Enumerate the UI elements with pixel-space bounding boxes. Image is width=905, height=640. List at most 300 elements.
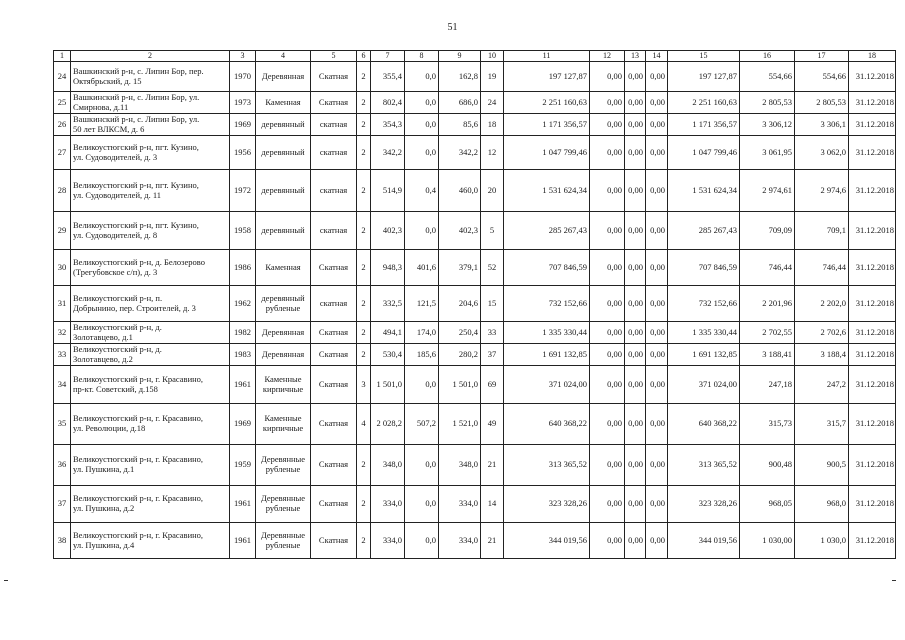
table-cell: 334,0: [371, 523, 405, 559]
table-cell: Скатная: [311, 250, 357, 286]
table-cell: Вашкинский р-н, с. Липин Бор, ул. Смирнова, д.11: [71, 92, 230, 114]
table-cell: 25: [54, 92, 71, 114]
table-cell: 0,0: [405, 136, 439, 170]
table-cell: 2 702,55: [740, 322, 795, 344]
margin-mark-right: [892, 580, 896, 581]
table-cell: 402,3: [371, 212, 405, 250]
table-cell: 348,0: [439, 445, 481, 486]
table-cell: 1969: [230, 114, 256, 136]
table-cell: Великоустюгский р-н, г. Красавино, ул. Пушкина, д.2: [71, 486, 230, 523]
table-cell: 2: [357, 286, 371, 322]
table-cell: деревянный: [256, 170, 311, 212]
table-cell: 247,18: [740, 366, 795, 404]
table-cell: Каменная: [256, 92, 311, 114]
table-cell: 0,00: [590, 92, 625, 114]
table-cell: скатная: [311, 286, 357, 322]
table-row: [54, 366, 896, 404]
table-cell: 31.12.2018: [849, 322, 896, 344]
table-cell: 371 024,00: [668, 366, 740, 404]
table-cell: 379,1: [439, 250, 481, 286]
table-cell: 0,00: [590, 250, 625, 286]
table-row: [54, 212, 896, 250]
table-cell: Великоустюгский р-н, г. Красавино, пр-кт. Советский, д.158: [71, 366, 230, 404]
table-cell: 900,48: [740, 445, 795, 486]
table-cell: 494,1: [371, 322, 405, 344]
table-cell: 0,00: [646, 170, 668, 212]
table-cell: 1958: [230, 212, 256, 250]
table-cell: 3 062,0: [795, 136, 849, 170]
table-cell: 0,00: [646, 136, 668, 170]
table-cell: 31.12.2018: [849, 366, 896, 404]
table-cell: 32: [54, 322, 71, 344]
table-cell: 31.12.2018: [849, 170, 896, 212]
table-cell: 1 047 799,46: [668, 136, 740, 170]
table-cell: 19: [481, 62, 504, 92]
table-cell: 250,4: [439, 322, 481, 344]
table-cell: деревянный: [256, 212, 311, 250]
table-cell: 37: [481, 344, 504, 366]
column-header: 8: [405, 51, 439, 62]
table-cell: Великоустюгский р-н, пгт. Кузино, ул. Судоводителей, д. 3: [71, 136, 230, 170]
table-cell: 2 251 160,63: [504, 92, 590, 114]
table-cell: 197 127,87: [668, 62, 740, 92]
table-cell: Деревянная: [256, 62, 311, 92]
table-cell: 69: [481, 366, 504, 404]
table-row: [54, 404, 896, 445]
table-cell: 0,0: [405, 92, 439, 114]
table-cell: 1956: [230, 136, 256, 170]
table-row: [54, 170, 896, 212]
table-cell: Каменные кирпичные: [256, 366, 311, 404]
table-cell: 0,00: [625, 344, 646, 366]
table-cell: 33: [481, 322, 504, 344]
table-cell: Великоустюгский р-н, пгт. Кузино, ул. Судоводителей, д. 11: [71, 170, 230, 212]
column-header: 15: [668, 51, 740, 62]
table-cell: 323 328,26: [504, 486, 590, 523]
column-header: 16: [740, 51, 795, 62]
table-cell: скатная: [311, 212, 357, 250]
column-header: 4: [256, 51, 311, 62]
table-cell: 0,00: [646, 212, 668, 250]
table-cell: 1962: [230, 286, 256, 322]
column-header: 6: [357, 51, 371, 62]
table-cell: 1 335 330,44: [668, 322, 740, 344]
table-cell: 35: [54, 404, 71, 445]
table-cell: 2 974,6: [795, 170, 849, 212]
table-cell: 12: [481, 136, 504, 170]
table-cell: 1 501,0: [371, 366, 405, 404]
table-cell: 0,00: [590, 486, 625, 523]
column-header: 9: [439, 51, 481, 62]
table-cell: 2: [357, 92, 371, 114]
table-cell: 746,44: [795, 250, 849, 286]
table-cell: Вашкинский р-н, с. Липин Бор, ул. 50 лет ВЛКСМ, д. 6: [71, 114, 230, 136]
table-body: [54, 62, 896, 559]
table-cell: 3: [357, 366, 371, 404]
table-cell: 746,44: [740, 250, 795, 286]
table-cell: 197 127,87: [504, 62, 590, 92]
table-cell: 31.12.2018: [849, 523, 896, 559]
table-cell: 1983: [230, 344, 256, 366]
table-cell: 0,00: [646, 366, 668, 404]
table-cell: 1 030,0: [795, 523, 849, 559]
table-cell: 2 202,0: [795, 286, 849, 322]
table-cell: 0,00: [646, 114, 668, 136]
table-cell: 0,00: [646, 344, 668, 366]
column-header: 12: [590, 51, 625, 62]
housing-register-table: [53, 50, 896, 559]
table-cell: 732 152,66: [504, 286, 590, 322]
table-cell: Деревянные рубленые: [256, 523, 311, 559]
table-row: [54, 322, 896, 344]
table-cell: 514,9: [371, 170, 405, 212]
table-cell: 1 691 132,85: [668, 344, 740, 366]
table-cell: 802,4: [371, 92, 405, 114]
table-cell: Каменные кирпичные: [256, 404, 311, 445]
table-row: [54, 62, 896, 92]
table-cell: 507,2: [405, 404, 439, 445]
table-cell: 707 846,59: [668, 250, 740, 286]
table-row: [54, 445, 896, 486]
table-cell: 30: [54, 250, 71, 286]
table-cell: 1961: [230, 486, 256, 523]
table-cell: 0,00: [625, 286, 646, 322]
table-cell: 686,0: [439, 92, 481, 114]
table-cell: 1 531 624,34: [504, 170, 590, 212]
table-cell: 0,0: [405, 486, 439, 523]
table-cell: 247,2: [795, 366, 849, 404]
table-cell: 52: [481, 250, 504, 286]
table-cell: 2: [357, 136, 371, 170]
table-cell: 0,00: [625, 92, 646, 114]
table-cell: 27: [54, 136, 71, 170]
table-cell: 31.12.2018: [849, 92, 896, 114]
table-cell: 2: [357, 486, 371, 523]
table-cell: 1 691 132,85: [504, 344, 590, 366]
table-cell: 0,0: [405, 62, 439, 92]
column-header: 5: [311, 51, 357, 62]
table-cell: 0,00: [590, 212, 625, 250]
table-cell: 732 152,66: [668, 286, 740, 322]
table-cell: Великоустюгский р-н, г. Красавино, ул. Пушкина, д.1: [71, 445, 230, 486]
column-header: 14: [646, 51, 668, 62]
table-cell: 342,2: [371, 136, 405, 170]
table-cell: 948,3: [371, 250, 405, 286]
table-cell: Каменная: [256, 250, 311, 286]
table-cell: Великоустюгский р-н, пгт. Кузино, ул. Судоводителей, д. 8: [71, 212, 230, 250]
table-cell: Скатная: [311, 366, 357, 404]
table-cell: 2: [357, 250, 371, 286]
table-cell: 3 188,41: [740, 344, 795, 366]
table-cell: 709,1: [795, 212, 849, 250]
table-cell: 2 201,96: [740, 286, 795, 322]
table-cell: Великоустюгский р-н, г. Красавино, ул. Революции, д.18: [71, 404, 230, 445]
table-cell: 0,00: [646, 92, 668, 114]
table-cell: Скатная: [311, 404, 357, 445]
table-cell: 530,4: [371, 344, 405, 366]
table-cell: 0,00: [625, 170, 646, 212]
table-cell: 24: [481, 92, 504, 114]
table-cell: 0,00: [646, 286, 668, 322]
table-cell: 315,7: [795, 404, 849, 445]
table-cell: 1 501,0: [439, 366, 481, 404]
table-row: [54, 136, 896, 170]
column-header: 3: [230, 51, 256, 62]
table-cell: 204,6: [439, 286, 481, 322]
table-cell: 1969: [230, 404, 256, 445]
column-header: 10: [481, 51, 504, 62]
table-cell: 3 061,95: [740, 136, 795, 170]
table-cell: 162,8: [439, 62, 481, 92]
table-cell: 0,00: [646, 523, 668, 559]
table-cell: 2: [357, 212, 371, 250]
table-cell: 1 521,0: [439, 404, 481, 445]
table-cell: 0,00: [625, 114, 646, 136]
table-cell: 1973: [230, 92, 256, 114]
table-cell: 31.12.2018: [849, 62, 896, 92]
table-cell: 0,00: [625, 136, 646, 170]
table-cell: 640 368,22: [668, 404, 740, 445]
table-cell: 14: [481, 486, 504, 523]
table-cell: 2: [357, 344, 371, 366]
column-number-row: [54, 51, 896, 62]
column-header: 17: [795, 51, 849, 62]
table-cell: 2: [357, 170, 371, 212]
table-cell: Великоустюгский р-н, д. Белозерово (Трегубовское с/п), д. 3: [71, 250, 230, 286]
table-cell: 0,00: [646, 62, 668, 92]
table-cell: 3 188,4: [795, 344, 849, 366]
table-row: [54, 92, 896, 114]
table-cell: 2 702,6: [795, 322, 849, 344]
table-cell: 0,00: [625, 486, 646, 523]
table-cell: 355,4: [371, 62, 405, 92]
column-header: 2: [71, 51, 230, 62]
table-cell: 313 365,52: [504, 445, 590, 486]
table-cell: 1970: [230, 62, 256, 92]
table-cell: 0,4: [405, 170, 439, 212]
table-row: [54, 344, 896, 366]
table-cell: 460,0: [439, 170, 481, 212]
table-cell: 31.12.2018: [849, 286, 896, 322]
table-cell: 344 019,56: [504, 523, 590, 559]
table-cell: 0,00: [646, 250, 668, 286]
table-cell: 1 047 799,46: [504, 136, 590, 170]
table-cell: 36: [54, 445, 71, 486]
table-cell: 38: [54, 523, 71, 559]
table-cell: Деревянные рубленые: [256, 486, 311, 523]
table-cell: Великоустюгский р-н, п. Добрынино, пер. Строителей, д. 3: [71, 286, 230, 322]
table-cell: Скатная: [311, 62, 357, 92]
table-cell: 313 365,52: [668, 445, 740, 486]
table-cell: 0,00: [590, 286, 625, 322]
table-row: [54, 286, 896, 322]
table-cell: 1959: [230, 445, 256, 486]
table-cell: 0,00: [590, 404, 625, 445]
table-cell: Скатная: [311, 523, 357, 559]
table-cell: 332,5: [371, 286, 405, 322]
table-cell: 285 267,43: [504, 212, 590, 250]
table-cell: 402,3: [439, 212, 481, 250]
table-cell: 21: [481, 445, 504, 486]
table-cell: 31.12.2018: [849, 136, 896, 170]
table-row: [54, 250, 896, 286]
table-cell: 31.12.2018: [849, 212, 896, 250]
table-cell: 1 335 330,44: [504, 322, 590, 344]
table-cell: 334,0: [439, 523, 481, 559]
column-header: 7: [371, 51, 405, 62]
table-cell: 0,00: [625, 212, 646, 250]
table-cell: 24: [54, 62, 71, 92]
table-cell: скатная: [311, 170, 357, 212]
column-header: 1: [54, 51, 71, 62]
table-cell: 2 805,53: [740, 92, 795, 114]
table-cell: 0,0: [405, 445, 439, 486]
table-cell: 1972: [230, 170, 256, 212]
table-cell: 1 171 356,57: [504, 114, 590, 136]
table-cell: 33: [54, 344, 71, 366]
table-cell: 2: [357, 523, 371, 559]
table-cell: 18: [481, 114, 504, 136]
table-cell: 0,00: [590, 523, 625, 559]
table-cell: 640 368,22: [504, 404, 590, 445]
table-cell: 1 531 624,34: [668, 170, 740, 212]
table-cell: 554,66: [795, 62, 849, 92]
table-cell: 1 171 356,57: [668, 114, 740, 136]
table-cell: 0,00: [590, 322, 625, 344]
table-cell: 185,6: [405, 344, 439, 366]
table-cell: Деревянные рубленые: [256, 445, 311, 486]
table-cell: 0,00: [590, 170, 625, 212]
table-cell: 49: [481, 404, 504, 445]
table-cell: 0,00: [590, 445, 625, 486]
table-cell: Вашкинский р-н, с. Липин Бор, пер. Октябрьский, д. 15: [71, 62, 230, 92]
table-cell: Деревянная: [256, 344, 311, 366]
table-cell: 28: [54, 170, 71, 212]
table-cell: Великоустюгский р-н, д. Золотавцево, д.1: [71, 322, 230, 344]
table-cell: 0,0: [405, 114, 439, 136]
table-cell: 285 267,43: [668, 212, 740, 250]
table-cell: 968,0: [795, 486, 849, 523]
table-cell: 31.12.2018: [849, 445, 896, 486]
table-cell: 2 251 160,63: [668, 92, 740, 114]
table-cell: 0,00: [590, 136, 625, 170]
table-cell: 31.12.2018: [849, 486, 896, 523]
table-cell: 0,00: [590, 62, 625, 92]
table-cell: 15: [481, 286, 504, 322]
table-cell: 4: [357, 404, 371, 445]
table-cell: 280,2: [439, 344, 481, 366]
table-cell: 31.12.2018: [849, 114, 896, 136]
table-cell: 315,73: [740, 404, 795, 445]
table-cell: 0,00: [646, 404, 668, 445]
table-cell: скатная: [311, 114, 357, 136]
table-cell: 0,00: [625, 445, 646, 486]
table-cell: 344 019,56: [668, 523, 740, 559]
table-cell: 371 024,00: [504, 366, 590, 404]
table-cell: 85,6: [439, 114, 481, 136]
table-cell: Скатная: [311, 344, 357, 366]
table-cell: 26: [54, 114, 71, 136]
table-cell: 0,00: [625, 404, 646, 445]
table-cell: 1 030,00: [740, 523, 795, 559]
table-cell: Великоустюгский р-н, г. Красавино, ул. Пушкина, д.4: [71, 523, 230, 559]
table-cell: 334,0: [439, 486, 481, 523]
table-cell: 0,00: [590, 366, 625, 404]
table-cell: 0,0: [405, 212, 439, 250]
table-row: [54, 523, 896, 559]
table-cell: 1982: [230, 322, 256, 344]
table-row: [54, 486, 896, 523]
table-cell: Скатная: [311, 486, 357, 523]
table-cell: 21: [481, 523, 504, 559]
table-cell: 3 306,1: [795, 114, 849, 136]
table-cell: 0,00: [625, 322, 646, 344]
table-cell: 2: [357, 62, 371, 92]
column-header: 18: [849, 51, 896, 62]
table-cell: 348,0: [371, 445, 405, 486]
table-cell: 342,2: [439, 136, 481, 170]
table-cell: 968,05: [740, 486, 795, 523]
table-cell: 2 805,53: [795, 92, 849, 114]
table-cell: 0,00: [625, 366, 646, 404]
table-cell: 1961: [230, 366, 256, 404]
table-cell: скатная: [311, 136, 357, 170]
table-cell: 0,0: [405, 366, 439, 404]
table-cell: 707 846,59: [504, 250, 590, 286]
table-cell: 401,6: [405, 250, 439, 286]
table-row: [54, 114, 896, 136]
table-cell: 0,00: [625, 250, 646, 286]
table-cell: 20: [481, 170, 504, 212]
table-cell: 3 306,12: [740, 114, 795, 136]
column-header: 13: [625, 51, 646, 62]
table-cell: 31.12.2018: [849, 344, 896, 366]
table-cell: деревянный рубленые: [256, 286, 311, 322]
table-cell: 334,0: [371, 486, 405, 523]
table-cell: 2: [357, 114, 371, 136]
table-cell: 0,00: [625, 523, 646, 559]
table-cell: 174,0: [405, 322, 439, 344]
table-cell: 900,5: [795, 445, 849, 486]
table-cell: 0,0: [405, 523, 439, 559]
table-cell: 0,00: [646, 445, 668, 486]
table-cell: деревянный: [256, 114, 311, 136]
table-cell: 1961: [230, 523, 256, 559]
table-cell: 2: [357, 445, 371, 486]
table-cell: 29: [54, 212, 71, 250]
table-cell: 31.12.2018: [849, 250, 896, 286]
table-cell: Скатная: [311, 445, 357, 486]
table-cell: 0,00: [625, 62, 646, 92]
table-cell: 0,00: [590, 114, 625, 136]
table-cell: 121,5: [405, 286, 439, 322]
table-cell: 323 328,26: [668, 486, 740, 523]
table-cell: 31: [54, 286, 71, 322]
table-cell: 5: [481, 212, 504, 250]
margin-mark-left: [4, 580, 8, 581]
table-cell: 709,09: [740, 212, 795, 250]
table-cell: Великоустюгский р-н, д. Золотавцево, д.2: [71, 344, 230, 366]
table-cell: 31.12.2018: [849, 404, 896, 445]
column-header: 11: [504, 51, 590, 62]
table-cell: 554,66: [740, 62, 795, 92]
table-cell: 0,00: [646, 322, 668, 344]
table-cell: 2 974,61: [740, 170, 795, 212]
table-cell: 34: [54, 366, 71, 404]
table-cell: деревянный: [256, 136, 311, 170]
table-cell: 0,00: [646, 486, 668, 523]
table-cell: 354,3: [371, 114, 405, 136]
